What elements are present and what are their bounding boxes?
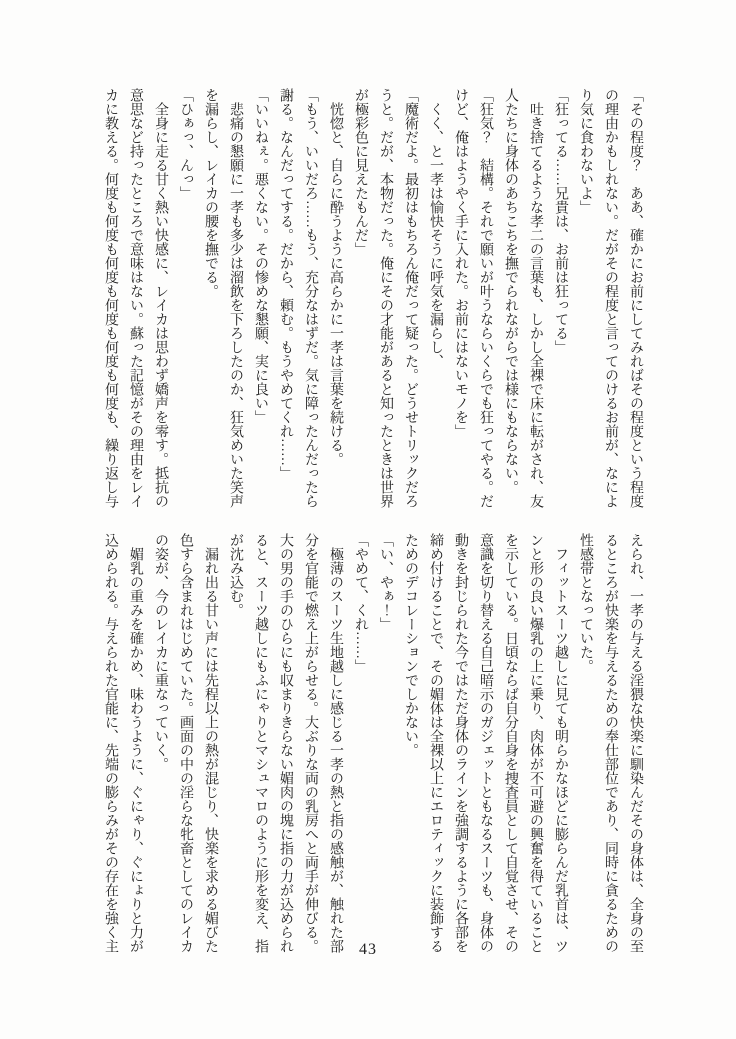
text-line: 人たちに身体のあちこちを撫でられながらでは様にもならない。: [503, 88, 518, 494]
text-line: 「狂気？ 結構。それで願いが叶うならいくらでも狂ってやる。だ: [478, 88, 493, 508]
text-line: が極彩色に見えたもんだ」: [353, 88, 368, 256]
text-line: うと。だが、本物だった。俺にその才能があると知ったときは世界: [378, 88, 393, 508]
text-line: 動きを封じられた今ではただ身体のラインを強調するように各部を: [453, 533, 468, 953]
text-line: 吐き捨てるような孝二の言葉も、しかし全裸で床に転がされ、友: [528, 88, 543, 508]
text-line: 「いいねぇ。悪くない。その惨めな懇願、実に良い」: [253, 88, 268, 424]
text-line: 「魔術だよ。最初はもちろん俺だって疑った。どうせトリックだろ: [403, 88, 418, 508]
text-line: カに教える。何度も何度も何度も何度も何度も何度も、繰り返し与: [103, 88, 118, 508]
text-line: 「ひぁっ、んっ」: [178, 88, 193, 200]
text-line: 媚乳の重みを確かめ、味わうように、ぐにゃり、ぐにょりと力が: [128, 533, 143, 953]
text-line: の理由かもしれない。だがその程度と言ってのけるお前が、なによ: [603, 88, 618, 508]
text-line: 「い、やぁ！」: [378, 533, 393, 631]
text-line: 分を官能で燃え上がらせる。大ぶりな両の乳房へと両手が伸びる。: [303, 533, 318, 953]
text-line: フィットスーツ越しに見ても明らかなほどに膨らんだ乳首は、ツ: [553, 533, 568, 953]
text-line: 「狂ってる……兄貴は、お前は狂ってる」: [553, 88, 568, 354]
text-line: 性感帯となっていた。: [578, 533, 593, 673]
text-line: 極薄のスーツ生地越しに感じる一孝の熱と指の感触が、触れた部: [328, 533, 343, 953]
text-line: ると、スーツ越しにもふにゃりとマシュマロのように形を変え、指: [253, 533, 268, 953]
text-line: り気に食わないよ」: [578, 88, 593, 214]
text-line: 大の男の手のひらにも収まりきらない媚肉の塊に指の力が込められ: [278, 533, 293, 953]
text-line: の姿が、今のレイカに重なっていく。: [153, 533, 168, 771]
text-block-top: [88, 88, 648, 514]
text-line: 「やめて、くれ……」: [353, 533, 368, 673]
text-line: くく、と一孝は愉快そうに呼気を漏らし、: [428, 88, 443, 368]
text-line: 恍惚と、自らに酔うように高らかに一孝は言葉を続ける。: [328, 88, 343, 466]
text-line: を示している。日頃ならば自分自身を捜査員として自覚させ、その: [503, 533, 518, 953]
text-line: 漏れ出る甘い声には先程以上の熱が混じり、快楽を求める媚びた: [203, 533, 218, 953]
text-line: 謝る。なんだってする。だから、頼む。もうやめてくれ……」: [278, 88, 293, 480]
text-block-bottom: [88, 533, 648, 959]
text-line: けど、俺はようやく手に入れた。お前にはないモノを」: [453, 88, 468, 438]
text-line: 「その程度？ ああ、確かにお前にしてみればその程度という程度: [628, 88, 643, 508]
text-line: 意思など持ったところで意味はない。蘇った記憶がその理由をレイ: [128, 88, 143, 508]
text-line: ためのデコレーションでしかない。: [403, 533, 418, 757]
text-line: 悲痛の懇願に一孝も多少は溜飲を下ろしたのか、狂気めいた笑声: [228, 88, 243, 508]
text-line: 意識を切り替える自己暗示のガジェットともなるスーツも、身体の: [478, 533, 493, 953]
text-line: るところが快楽を与えるための奉仕部位であり、同時に貪るための: [603, 533, 618, 953]
text-line: 込められる。与えられた官能に、先端の膨らみがその存在を強く主: [103, 533, 118, 953]
text-line: 全身に走る甘く熱い快感に、レイカは思わず嬌声を零す。抵抗の: [153, 88, 168, 508]
text-line: ンと形の良い爆乳の上に乗り、肉体が不可避の興奮を得ていること: [528, 533, 543, 953]
text-line: が沈み込む。: [228, 533, 243, 617]
page-number: 43: [359, 941, 377, 958]
text-line: 色すら含まれはじめていた。画面の中の淫らな牝畜としてのレイカ: [178, 533, 193, 953]
text-line: えられ、一孝の与える淫猥な快楽に馴染んだその身体は、全身の至: [628, 533, 643, 953]
text-line: 締め付けることで、その媚体は全裸以上にエロティックに装飾する: [428, 533, 443, 953]
text-line: 「もう、いいだろ……もう、充分なはずだ。気に障ったんだったら: [303, 88, 318, 508]
text-line: を漏らし、レイカの腰を撫でる。: [203, 88, 218, 298]
